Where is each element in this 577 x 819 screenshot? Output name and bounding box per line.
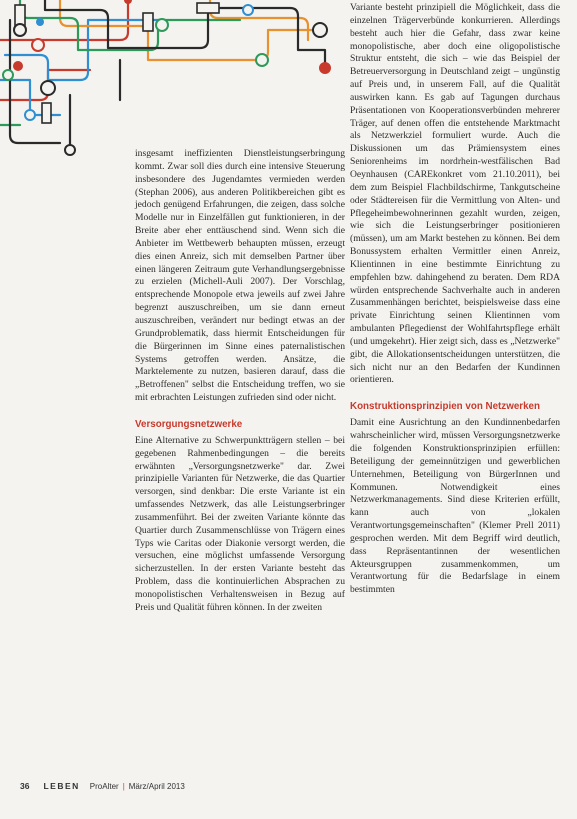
section-heading: Konstruktionsprinzipien von Netzwerken (350, 401, 540, 413)
paragraph: Variante besteht prinzipiell die Möglichkeit, dass die einzelnen Trägerverbünde konkurrieren. Allerdings besteht auch hier die Gefahr, dass zwar keine monopolistische, aber doch eine oligopolistische Struktur entsteht, die sich – wie das Beispiel der Betreuerversorgung in Deutschland zeigt – ungünstig auf Preis und, in unserem Fall, auf die Qualität auswirken kann. Es gab auf Tagungen durchaus Präsentationen von Kooperationsverbünden mehrerer Träger, auf denen offen die entstehende Marktmacht als Netzwerkziel formuliert wurde. Auch die Diskussionen um das Prämiensystem eines Seniorenheims im nordrhein-westfälischen Bad Oeynhausen (CAREkonkret vom 21.10.2011), bei dem zum Beispiel Flachbildschirme, Tankgutscheine oder Städtereisen für die Vermittlung von Alten- und Pflegeheimbewohnerinnen gezahlt wurden, zeigen, wie sich die Leistungserbringer positionieren (müssen), um am Markt bestehen zu können. Bei dem Bonussystem erhalten Vermittler einen Anreiz, Klientinnen in eine bestimmte Einrichtung zu empfehlen bzw. dahingehend zu beraten. Dem RDA würden entsprechende Sachverhalte auch in anderen Zusammenhängen berichtet, beispielsweise dass eine private Einrichtung seinen Klientinnen vom ambulanten Pflegedienst der Wohlfahrtspflege erhält (und umgekehrt). Hier zeigt sich, dass es „Netzwerke" gibt, die Allokationsentscheidungen unterstützen, die sich nicht nur an den Bedarfen der Kundinnen orientieren. (350, 2, 560, 386)
network-diagram-decoration (0, 0, 350, 160)
footer-separator: | (122, 782, 125, 791)
paragraph: Eine Alternative zu Schwerpunktträgern stellen – bei gegebenen Rahmenbedingungen – die bereits erwähnten „Versorgungsnetzwerke" dar. Zwei prinzipielle Varianten für Netzwerke, die das Quartier versorgen, sind denkbar: Die erste Variante ist ein umfassendes Netzwerk, das alle Leistungserbringer zusammenführt. Bei der zweiten Variante könnte das Quartier durch Zusammenschlüsse von Trägern eines Typs wie Caritas oder Diakonie versorgt werden, die versuchen, eine möglichst umfassende Versorgung sicherzustellen. In der ersten Variante besteht das Problem, dass die kontinuierlichen Absprachen zu monopolistischen Verhaltensweisen in Bezug auf Preis und Qualität führen können. In der zweiten (135, 434, 345, 613)
magazine-name: ProAlter (89, 782, 119, 791)
text-column-right (350, 2, 560, 597)
issue-date: März/April 2013 (128, 782, 185, 791)
paragraph: Damit eine Ausrichtung an den Kundinnenbedarfen wahrscheinlicher wird, müssen Versorgungsnetzwerke die folgenden Konstruktionsprinzipien erfüllen: Beteiligung der gemeinnützigen und gewerblichen Unternehmen, Beteiligung von BürgerInnen und Kommunen. Notwendigkeit eines Netzwerkmanagements. Sind diese Kriterien erfüllt, kann auch von „lokalen Verantwortungsgemeinschaften" (Klemer Prell 2011) gesprochen werden. Mit dem Begriff wird deutlich, dass Repräsentantinnen der wesentlichen Akteursgruppen zusammenkommen, um Verantwortung für die Bedarfslage in einem bestimmten (350, 417, 560, 596)
paragraph: insgesamt ineffizienten Dienstleistungserbringung kommt. Zwar soll dies durch eine intensive Steuerung insbesondere des Jugendamtes vermieden werden (Stephan 2006), aus anderen Politikbereichen gibt es jedoch genügend Erfahrungen, die zeigen, dass solche Modelle nur in Einzelfällen gut funktionieren, in der Breite aber eher enttäuschend sind. Wenn sich die Anbieter im Wettbewerb behaupten müssen, erzeugt dies einen Anreiz, sich mit demselben Partner über einen längeren Zeitraum gute Verhandlungsergebnisse zu erzielen (Michell-Auli 2007). Der Vorschlag, entsprechende Monopole etwa jeweils auf zwei Jahre begrenzt auszuschreiben, um sie dann erneut auszuschreiben, verändert nur bedingt etwas an der Grundproblematik, dass hiermit Entscheidungen für die Bürgerinnen im Sinne eines paternalistischen Systems getroffen werden. Ansätze, die Marktelemente zu nutzen, basieren darauf, dass die „Betroffenen" selbst die Entscheidung treffen, wo sie mit erbrachten Leistungen zufrieden sind oder nicht. (135, 148, 345, 404)
text-column-left (135, 148, 345, 615)
section-heading: Versorgungsnetzwerke (135, 418, 243, 430)
page-number: 36 (20, 781, 30, 791)
section-name: LEBEN (43, 781, 80, 791)
page-footer (20, 781, 185, 793)
